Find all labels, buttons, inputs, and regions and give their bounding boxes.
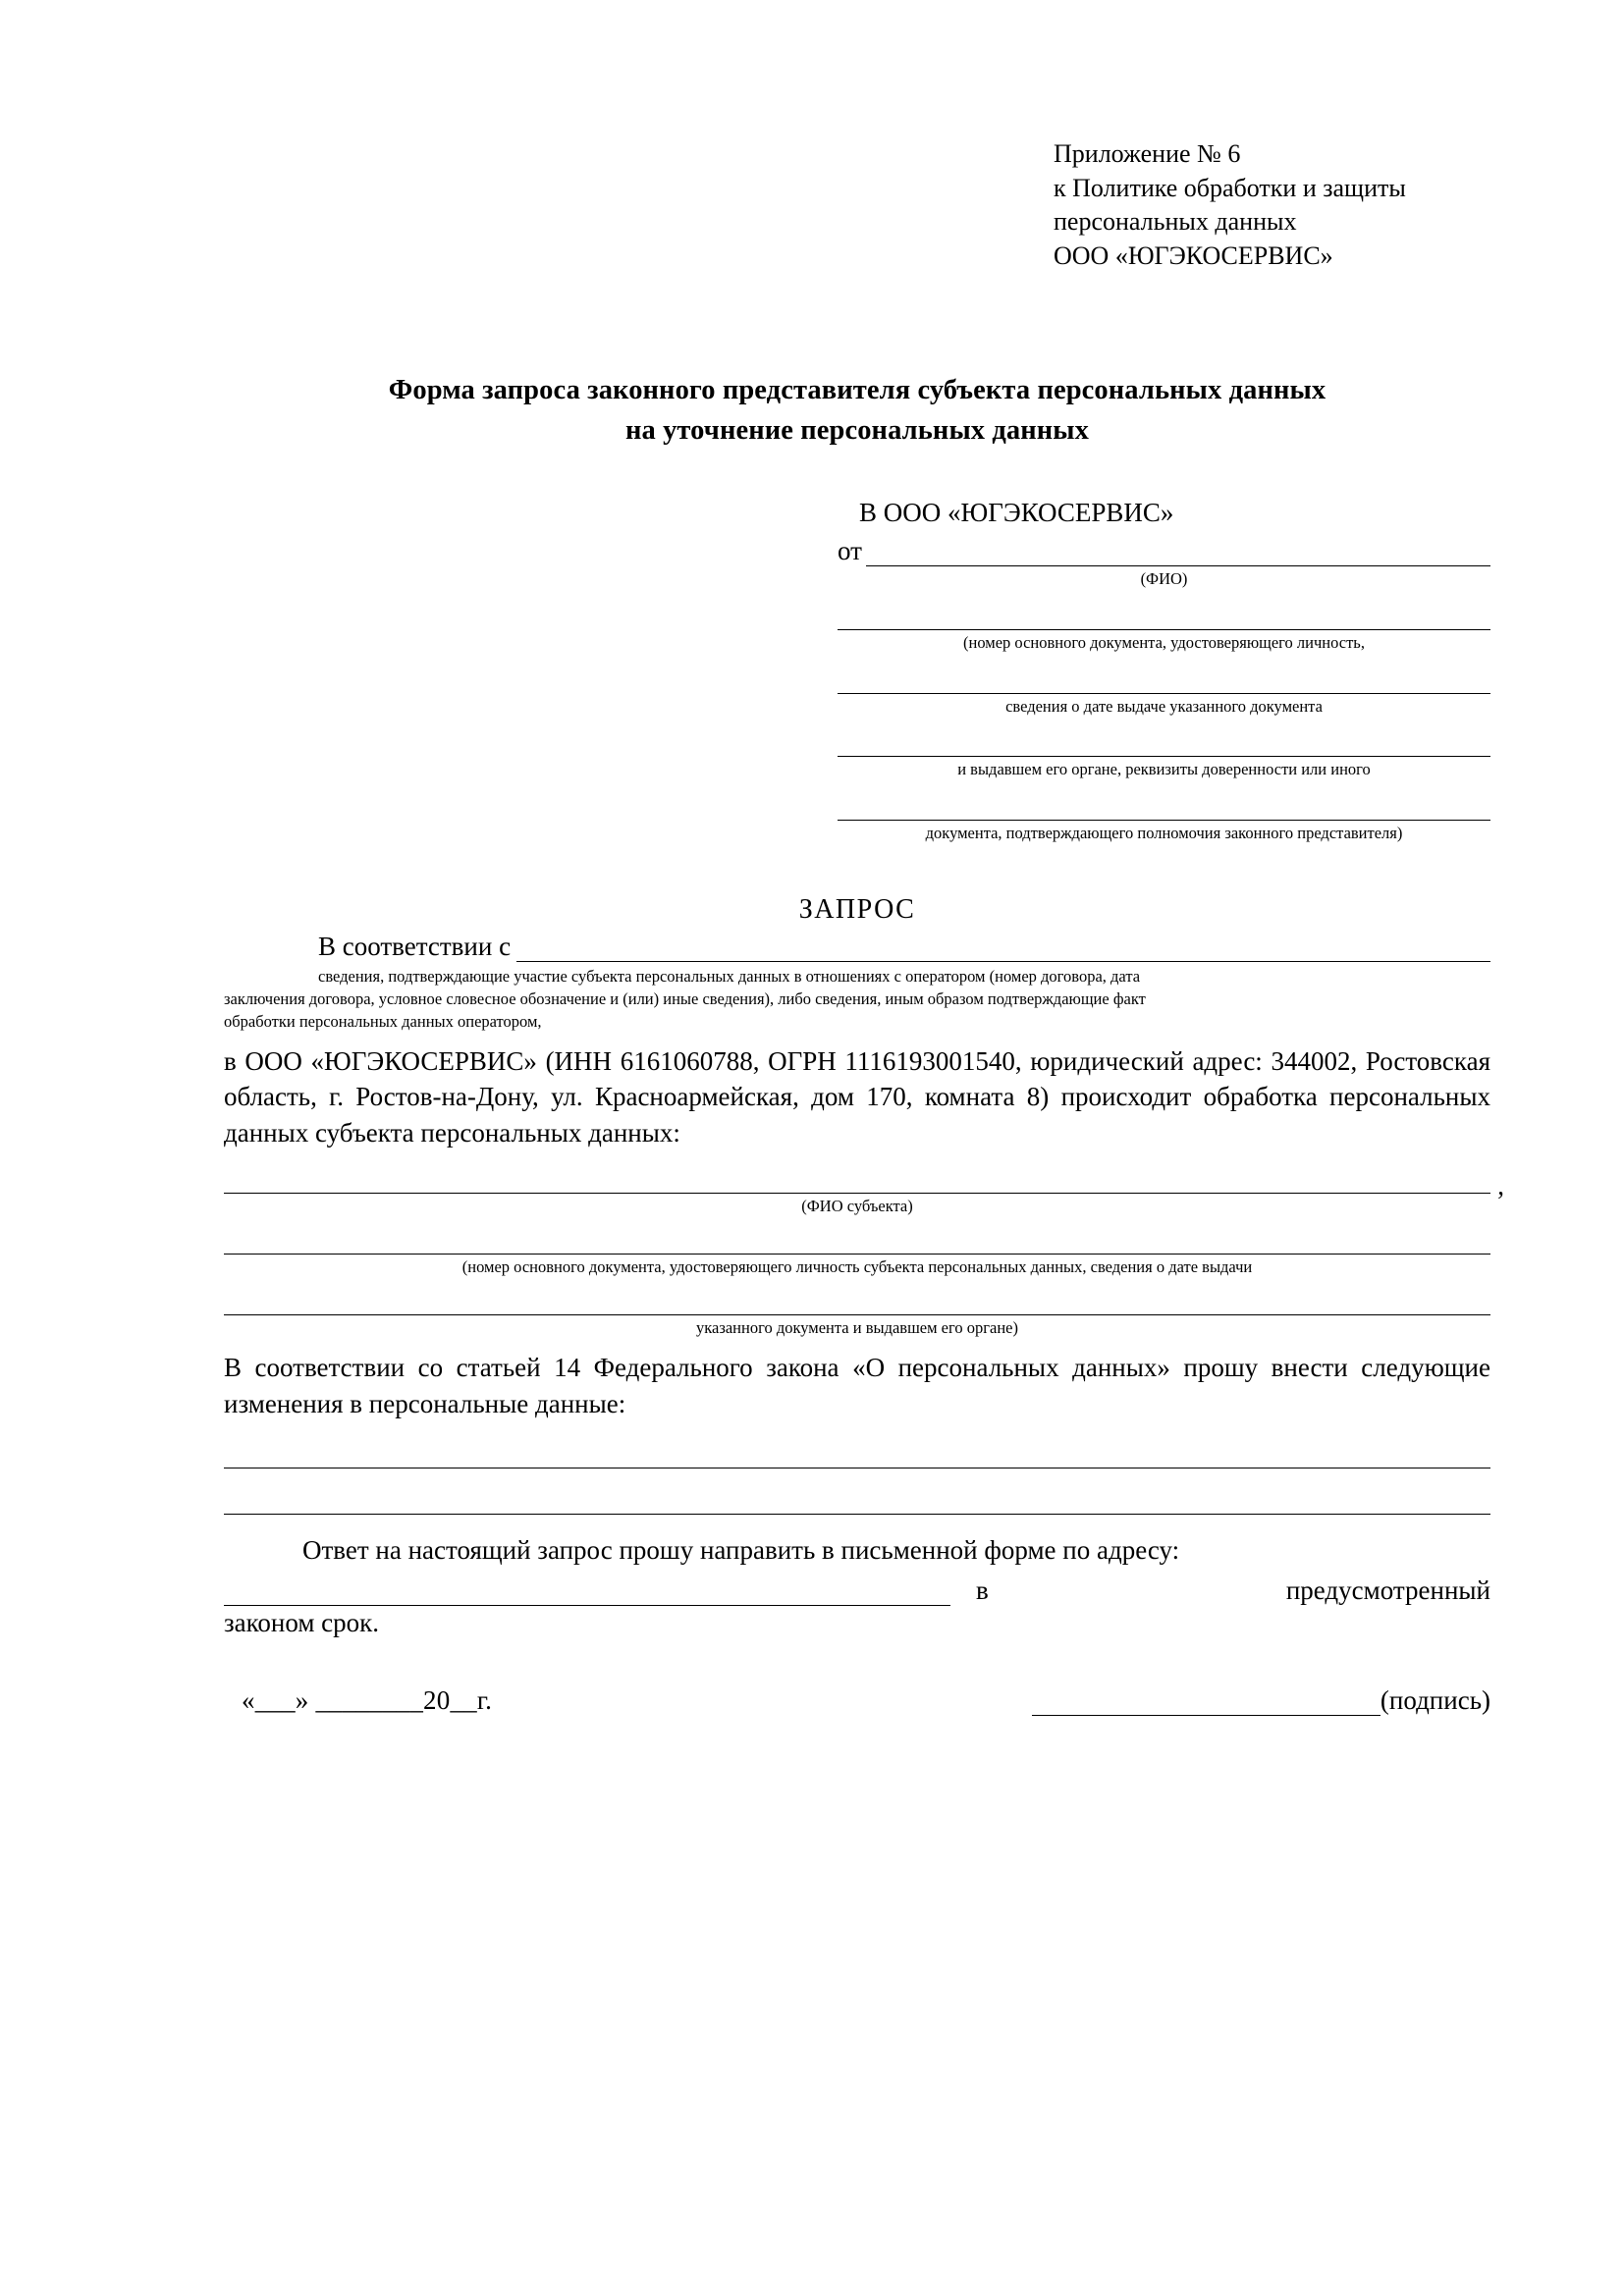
signature-input-line[interactable]	[1032, 1689, 1380, 1716]
basis-note-line3: обработки персональных данных оператором,	[224, 1011, 542, 1031]
document-title	[224, 371, 1490, 451]
doc-caption-3: и выдавшем его органе, реквизиты доверенности или иного	[957, 760, 1371, 779]
from-label: от	[838, 536, 862, 566]
changes-line-2[interactable]	[224, 1474, 1490, 1515]
law-paragraph: В соответствии со статьей 14 Федерального закона «О персональных данных» прошу внести следующие изменения в персональные данные:	[224, 1352, 1490, 1419]
appendix-company: ООО «ЮГЭКОСЕРВИС»	[1054, 240, 1333, 270]
document-title-line1: Форма запроса законного представителя субъекта персональных данных	[388, 375, 1326, 406]
subject-doc-caption-1: (номер основного документа, удостоверяющего личность субъекта персональных данных, сведения о дате выдачи	[461, 1256, 1253, 1276]
changes-line-1[interactable]	[224, 1428, 1490, 1468]
doc-caption-2: сведения о дате выдаче указанного документа	[1005, 696, 1323, 716]
doc-line-2[interactable]	[838, 664, 1490, 694]
addressee-block	[838, 498, 1490, 843]
fio-caption: (ФИО)	[1140, 569, 1188, 589]
appendix-policy-line2: персональных данных	[1054, 207, 1297, 237]
subject-doc-line-2[interactable]	[224, 1283, 1490, 1315]
answer-tail-term: предусмотренный	[1285, 1575, 1490, 1606]
signature-row	[224, 1685, 1490, 1716]
basis-row	[224, 932, 1490, 962]
subject-fio-caption: (ФИО субъекта)	[801, 1196, 913, 1215]
answer-tail-v: в	[976, 1575, 989, 1606]
appendix-number: Приложение № 6	[1054, 139, 1241, 168]
fio-input-line[interactable]	[866, 540, 1490, 566]
appendix-policy-line1: к Политике обработки и защиты	[1054, 173, 1406, 202]
signature-caption: (подпись)	[1380, 1685, 1490, 1716]
answer-term-line: законом срок.	[224, 1608, 380, 1638]
basis-note	[224, 966, 1490, 1033]
answer-address-tail	[950, 1575, 1490, 1606]
answer-paragraph-block	[224, 1532, 1490, 1570]
basis-note-line1: сведения, подтверждающие участие субъекта персональных данных в отношениях с оператором (номер договора, дата	[318, 967, 1141, 987]
subject-fio-comma: ,	[1497, 1170, 1504, 1201]
doc-line-1[interactable]	[838, 600, 1490, 630]
signature-date[interactable]: «___» ________20__г.	[242, 1685, 493, 1716]
document-content	[224, 137, 1504, 1716]
basis-note-line2: заключения договора, условное словесное обозначение и (или) иные сведения), либо сведения, иным образом подтверждающие факт	[224, 989, 1146, 1009]
subject-fio-line[interactable]	[224, 1159, 1504, 1201]
appendix-header	[1054, 137, 1476, 273]
doc-line-4[interactable]	[838, 790, 1490, 821]
document-title-line2: на уточнение персональных данных	[624, 414, 1089, 446]
doc-caption-1: (номер основного документа, удостоверяющего личность,	[963, 632, 1365, 652]
answer-address-input-line[interactable]	[224, 1577, 950, 1606]
request-heading: ЗАПРОС	[798, 894, 916, 926]
doc-caption-4: документа, подтверждающего полномочия законного представителя)	[925, 823, 1403, 842]
basis-lead: В соответствии с	[318, 932, 512, 962]
basis-input-line[interactable]	[516, 935, 1490, 962]
subject-doc-line-1[interactable]	[224, 1222, 1490, 1255]
answer-address-row	[224, 1575, 1490, 1606]
doc-line-3[interactable]	[838, 726, 1490, 757]
addressee-organization: В ООО «ЮГЭКОСЕРВИС»	[859, 498, 1174, 528]
operator-details-paragraph: в ООО «ЮГЭКОСЕРВИС» (ИНН 6161060788, ОГРН 1116193001540, юридический адрес: 344002, Ростовская область, г. Ростов-на-Дону, ул. Красноармейская, дом 170, комната 8) происходит обработка персональных данных субъекта персональных данных:	[224, 1045, 1490, 1148]
subject-doc-caption-2: указанного документа и выдавшем его органе)	[696, 1317, 1018, 1337]
answer-paragraph: Ответ на настоящий запрос прошу направить в письменной форме по адресу:	[302, 1535, 1180, 1566]
from-row	[838, 536, 1490, 566]
